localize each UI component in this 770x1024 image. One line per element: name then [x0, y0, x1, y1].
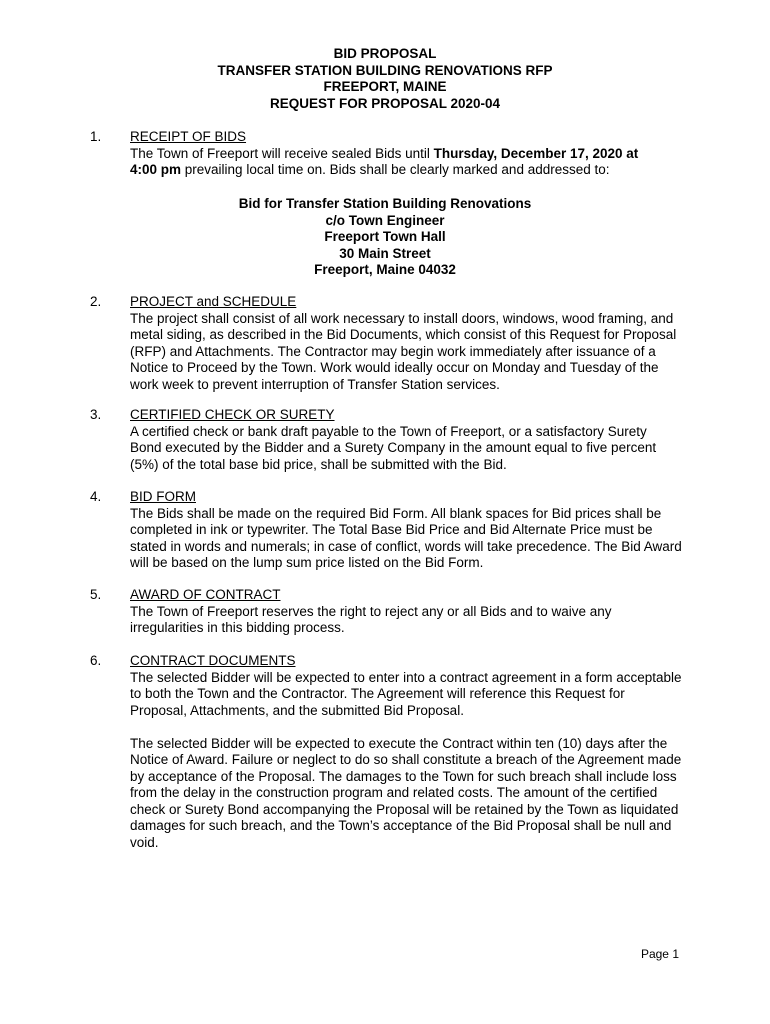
address-line: Bid for Transfer Station Building Renovations [238, 196, 532, 211]
section-text: The selected Bidder will be expected to execute the Contract within ten (10) days after the Notice of Award. Failure or neglect to do so shall constitute a breach of the Agreement made by acceptance of the Proposal. The damages to the Town for such breach shall include loss from the delay in the construction program and related costs. The amount of the certified check or Surety Bond accompanying the Proposal will be retained by the Town as liquidated damages for such breach, and the Town’s acceptance of the Bid Proposal shall be null and void. [130, 735, 682, 850]
section-body [130, 489, 682, 572]
text-part: The Town of Freeport will receive sealed Bids until [130, 145, 434, 161]
section-body [130, 129, 682, 179]
section-text: The selected Bidder will be expected to enter into a contract agreement in a form acceptable to both the Town and the Contractor. The Agreement will reference this Request for Proposal, Attachments, and the submitted Bid Proposal. [130, 669, 682, 718]
section-number: 3. [90, 407, 102, 422]
mailing-address [0, 196, 770, 279]
header-title: BID PROPOSAL [333, 46, 437, 61]
deadline-date: Thursday, December 17, 2020 at [433, 145, 639, 161]
section-title: PROJECT and SCHEDULE [130, 294, 297, 309]
address-line: c/o Town Engineer [325, 212, 445, 228]
address-line: Freeport Town Hall [324, 229, 446, 244]
section-text: The Bids shall be made on the required Bid Form. All blank spaces for Bid prices shall be completed in ink or typewriter. The Total Base Bid Price and Bid Alternate Price must be stated in words and numerals; in case of conflict, words will take precedence. The Bid Award will be based on the lump sum price listed on the Bid Form. [130, 505, 682, 570]
header-project: TRANSFER STATION BUILDING RENOVATIONS RFP [217, 62, 553, 78]
section-title: BID FORM [130, 489, 196, 504]
section-text: A certified check or bank draft payable to the Town of Freeport, or a satisfactory Surety Bond executed by the Bidder and a Surety Company in the amount equal to five percent (5%) of the total base bid price, shall be submitted with the Bid. [130, 423, 657, 472]
section-text: The project shall consist of all work necessary to install doors, windows, wood framing, and metal siding, as described in the Bid Documents, which consist of this Request for Proposal (RFP) and Attachments. The Contractor may begin work immediately after issuance of a Notice to Proceed by the Town. Work would ideally occur on Monday and Tuesday of the work week to prevent interruption of Transfer Station services. [130, 310, 677, 392]
section-body [130, 587, 682, 637]
section-body [130, 653, 682, 851]
section-title: AWARD OF CONTRACT [130, 587, 281, 602]
section-number: 1. [90, 129, 102, 144]
section-body [130, 294, 682, 393]
address-line: Freeport, Maine 04032 [314, 262, 456, 277]
section-title: CONTRACT DOCUMENTS [130, 653, 296, 668]
section-body [130, 407, 682, 473]
header-location: FREEPORT, MAINE [323, 79, 447, 94]
text-part: prevailing local time on. Bids shall be clearly marked and addressed to: [181, 162, 610, 177]
section-number: 5. [90, 587, 102, 602]
section-number: 2. [90, 294, 102, 309]
section-number: 6. [90, 653, 102, 668]
page-number: Page 1 [640, 947, 679, 961]
deadline-time: 4:00 pm [130, 162, 182, 177]
header-rfp-number: REQUEST FOR PROPOSAL 2020-04 [269, 95, 501, 111]
section-number: 4. [90, 489, 102, 504]
section-title: CERTIFIED CHECK OR SURETY [130, 407, 335, 422]
address-line: 30 Main Street [339, 245, 431, 261]
section-text [130, 146, 682, 179]
section-text: The Town of Freeport reserves the right to reject any or all Bids and to waive any irregularities in this bidding process. [130, 603, 612, 635]
section-title: RECEIPT OF BIDS [130, 129, 247, 144]
document-header [0, 46, 770, 112]
